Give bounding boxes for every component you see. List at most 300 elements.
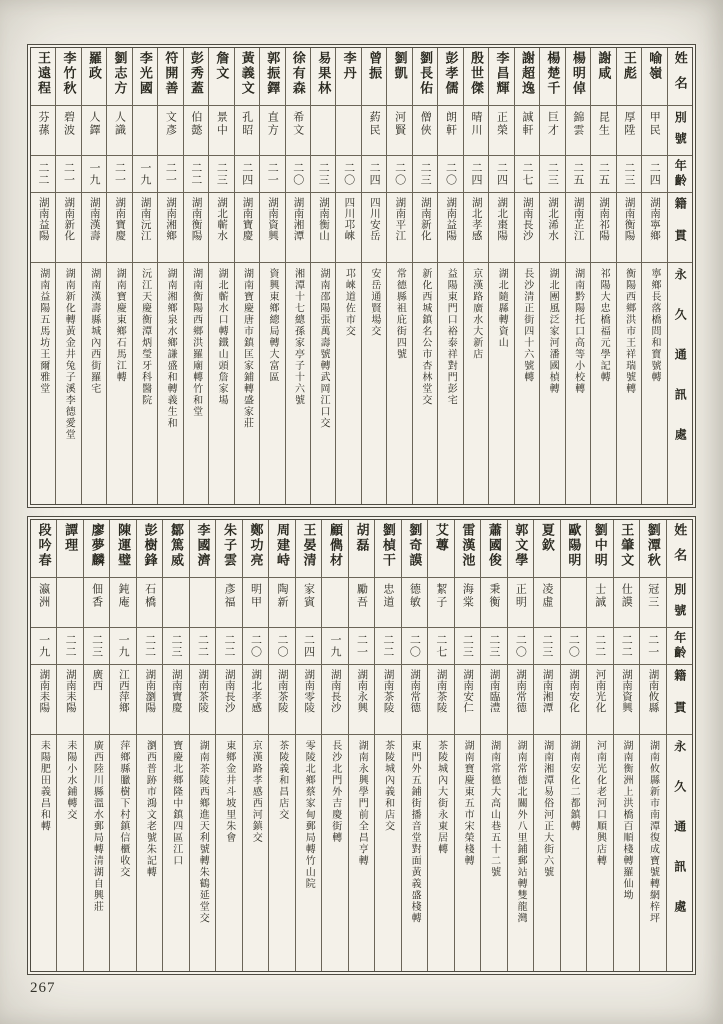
entry-age: 二三 bbox=[317, 162, 330, 186]
entry-name: 廖夢麟 bbox=[89, 523, 105, 568]
header-alias-label: 別號 bbox=[673, 111, 688, 153]
register-table-grid bbox=[30, 519, 693, 972]
entry-address: 新化西城鎮名公市杏林堂交 bbox=[419, 268, 431, 406]
entry-address: 茶陵城內大街永東居轉 bbox=[435, 740, 447, 855]
entry-origin: 湖北浠水 bbox=[547, 197, 559, 241]
entry-column bbox=[515, 48, 540, 504]
entry-origin: 湖南衡山 bbox=[317, 197, 329, 241]
entry-age: 二一 bbox=[113, 162, 126, 186]
entry-column bbox=[508, 520, 534, 971]
entry-alias: 昆生 bbox=[597, 111, 610, 137]
entry-column bbox=[540, 48, 565, 504]
entry-column bbox=[269, 520, 295, 971]
entry-age: 二二 bbox=[64, 634, 77, 658]
entry-address: 湖南湘潭易俗河正大街六號 bbox=[541, 740, 553, 878]
entry-alias: 陶新 bbox=[275, 583, 288, 609]
entry-origin: 四川安岳 bbox=[368, 197, 380, 241]
entry-address: 湖南常德大高山巷五十二號 bbox=[488, 740, 500, 878]
entry-origin: 湖南臨澧 bbox=[488, 669, 500, 713]
entry-address: 京漢路廣水大新店 bbox=[470, 268, 482, 360]
entry-name: 劉長佑 bbox=[418, 51, 434, 96]
entry-age: 一九 bbox=[87, 162, 100, 186]
entry-name: 郭文學 bbox=[513, 523, 529, 568]
entry-origin: 湖南益陽 bbox=[445, 197, 457, 241]
header-age-label: 年齡 bbox=[673, 159, 688, 189]
entry-address: 祁陽大忠橋福元學記轉 bbox=[598, 268, 610, 383]
entry-name: 羅政 bbox=[86, 51, 102, 81]
entry-age: 二四 bbox=[470, 162, 483, 186]
entry-age: 二二 bbox=[620, 634, 633, 658]
entry-name: 符開善 bbox=[163, 51, 179, 96]
entry-name: 劉奇謨 bbox=[407, 523, 423, 568]
entry-name: 彭孝儒 bbox=[443, 51, 459, 96]
entry-age: 二一 bbox=[266, 162, 279, 186]
entry-age: 二二 bbox=[143, 634, 156, 658]
entry-alias: 厚陞 bbox=[622, 111, 635, 137]
entry-address: 邛崍道佐市交 bbox=[343, 268, 355, 337]
entry-alias: 朗軒 bbox=[444, 111, 457, 137]
entry-address: 衡陽西鄉洪市王祥瑞號轉 bbox=[623, 268, 635, 395]
entry-column bbox=[163, 520, 189, 971]
entry-name: 易果林 bbox=[316, 51, 332, 96]
entry-column bbox=[438, 48, 463, 504]
entry-name: 歐陽明 bbox=[566, 523, 582, 568]
entry-origin: 湖北孝感 bbox=[470, 197, 482, 241]
entry-age: 二〇 bbox=[291, 162, 304, 186]
entry-origin: 湖南寶慶 bbox=[170, 669, 182, 713]
entry-name: 蕭國俊 bbox=[486, 523, 502, 568]
entry-origin: 湖南湘潭 bbox=[541, 669, 553, 713]
entry-column bbox=[481, 520, 507, 971]
entry-alias: 冠三 bbox=[646, 583, 659, 609]
entry-name: 喻嶺 bbox=[647, 51, 663, 81]
entry-name: 劉楨干 bbox=[380, 523, 396, 568]
entry-address: 廣西陸川縣溫水郵局轉清湖自興莊 bbox=[91, 740, 103, 913]
entry-alias: 瀛洲 bbox=[37, 583, 50, 609]
entry-name: 劉志方 bbox=[112, 51, 128, 96]
entry-address: 京漢路孝感西河鎮交 bbox=[250, 740, 262, 844]
register-table-bottom bbox=[27, 516, 696, 975]
entry-name: 李丹 bbox=[341, 51, 357, 81]
entry-age: 二三 bbox=[540, 634, 553, 658]
entry-address: 寶慶北鄉隆中鎮四區江口 bbox=[170, 740, 182, 867]
entry-age: 二二 bbox=[223, 634, 236, 658]
entry-address: 湖南茶陵西鄉進天利號轉朱鶴延堂交 bbox=[197, 740, 209, 924]
entry-column bbox=[375, 520, 401, 971]
entry-origin: 湖南長沙 bbox=[521, 197, 533, 241]
header-alias-label: 別號 bbox=[672, 583, 687, 625]
entry-address: 瀏西普跡市鴻文老號朱記轉 bbox=[144, 740, 156, 878]
entry-address: 湖南湘鄉泉水鄉謙盛和轉義生和 bbox=[165, 268, 177, 429]
entry-name: 謝咸 bbox=[596, 51, 612, 81]
entry-origin: 湖南新化 bbox=[63, 197, 75, 241]
entry-address: 益陽東門口裕泰祥對門彭宅 bbox=[445, 268, 457, 406]
entry-address: 東鄉金井斗坡里朱會 bbox=[223, 740, 235, 844]
entry-address: 耒陽肥田義昌和轉 bbox=[38, 740, 50, 832]
entry-age: 二〇 bbox=[393, 162, 406, 186]
entry-column bbox=[640, 520, 666, 971]
entry-name: 曾振 bbox=[367, 51, 383, 81]
entry-column bbox=[235, 48, 260, 504]
entry-name: 王肇文 bbox=[619, 523, 635, 568]
entry-name: 陳運璧 bbox=[116, 523, 132, 568]
entry-name: 李光國 bbox=[137, 51, 153, 96]
entry-alias: 孔昭 bbox=[240, 111, 253, 137]
entry-alias: 河賢 bbox=[393, 111, 406, 137]
header-address-label: 永久通訊處 bbox=[673, 268, 688, 468]
entry-address: 安岳通賢場交 bbox=[368, 268, 380, 337]
entry-name: 黃義文 bbox=[239, 51, 255, 96]
entry-age: 二三 bbox=[170, 634, 183, 658]
entry-address: 湖南寶慶東鄉石馬江轉 bbox=[114, 268, 126, 383]
entry-name: 周建峙 bbox=[274, 523, 290, 568]
entry-origin: 湖南零陵 bbox=[303, 669, 315, 713]
entry-column bbox=[587, 520, 613, 971]
entry-address: 湖南攸縣新市南潭復成寶號轉網梓坪 bbox=[647, 740, 659, 924]
entry-age: 二〇 bbox=[342, 162, 355, 186]
entry-column bbox=[110, 520, 136, 971]
entry-origin: 湖南永興 bbox=[356, 669, 368, 713]
entry-origin: 湖南常德 bbox=[409, 669, 421, 713]
entry-origin: 湖南益陽 bbox=[37, 197, 49, 241]
entry-column bbox=[158, 48, 183, 504]
entry-origin: 江西萍鄉 bbox=[117, 669, 129, 713]
entry-alias: 甲民 bbox=[648, 111, 661, 137]
entry-age: 二一 bbox=[646, 634, 659, 658]
entry-address: 湖南寶慶東五市宋榮棧轉 bbox=[462, 740, 474, 867]
entry-name: 王遠程 bbox=[36, 51, 52, 96]
header-column bbox=[667, 520, 692, 971]
entry-age: 一九 bbox=[138, 162, 151, 186]
entry-age: 二三 bbox=[461, 634, 474, 658]
entry-address: 湖南衡洲上洪橋百順棧轉羅仙坳 bbox=[621, 740, 633, 901]
entry-name: 楊楚千 bbox=[545, 51, 561, 96]
entry-address: 茶陵義和昌店交 bbox=[276, 740, 288, 821]
header-name-label: 姓名 bbox=[672, 51, 688, 101]
entry-age: 二一 bbox=[355, 634, 368, 658]
entry-alias: 士誠 bbox=[593, 583, 606, 609]
entry-origin: 湖北蘄水 bbox=[216, 197, 228, 241]
entry-alias: 凌虛 bbox=[540, 583, 553, 609]
entry-column bbox=[455, 520, 481, 971]
entry-address: 湖北團風泛家河潘國楨轉 bbox=[547, 268, 559, 395]
entry-address: 湖南漢壽縣城內西街羅宅 bbox=[88, 268, 100, 395]
register-table-grid bbox=[30, 47, 693, 505]
entry-name: 艾蓴 bbox=[433, 523, 449, 553]
entry-alias: 佃香 bbox=[90, 583, 103, 609]
entry-name: 李國濟 bbox=[195, 523, 211, 568]
entry-origin: 湖南茶陵 bbox=[435, 669, 447, 713]
entry-age: 二〇 bbox=[249, 634, 262, 658]
entry-age: 二四 bbox=[302, 634, 315, 658]
entry-address: 沅江天慶衡潭炳瑩牙科醫院 bbox=[139, 268, 151, 406]
entry-column bbox=[642, 48, 667, 504]
entry-origin: 湖南芷江 bbox=[572, 197, 584, 241]
entry-age: 二四 bbox=[368, 162, 381, 186]
entry-origin: 湖南衡陽 bbox=[623, 197, 635, 241]
header-address-label: 永久通訊處 bbox=[672, 740, 687, 940]
entry-alias: 忠道 bbox=[381, 583, 394, 609]
entry-column bbox=[387, 48, 412, 504]
entry-column bbox=[216, 520, 242, 971]
page-number: 267 bbox=[30, 980, 56, 996]
entry-name: 劉凱 bbox=[392, 51, 408, 81]
entry-alias: 僧俠 bbox=[419, 111, 432, 137]
entry-origin: 湖南常德 bbox=[515, 669, 527, 713]
entry-origin: 湖南資興 bbox=[621, 669, 633, 713]
entry-column bbox=[464, 48, 489, 504]
entry-alias: 海棠 bbox=[461, 583, 474, 609]
entry-alias: 明甲 bbox=[249, 583, 262, 609]
entry-origin: 四川邛崍 bbox=[343, 197, 355, 241]
entry-address: 萍鄉縣臘樹下村鎮信櫃收交 bbox=[117, 740, 129, 878]
entry-alias: 芬蓀 bbox=[37, 111, 50, 137]
entry-origin: 湖南安仁 bbox=[462, 669, 474, 713]
entry-origin: 河南光化 bbox=[594, 669, 606, 713]
entry-age: 二一 bbox=[62, 162, 75, 186]
entry-age: 二四 bbox=[648, 162, 661, 186]
entry-alias: 德敏 bbox=[408, 583, 421, 609]
entry-name: 段吟春 bbox=[36, 523, 52, 568]
entry-alias: 正明 bbox=[514, 583, 527, 609]
entry-column bbox=[260, 48, 285, 504]
entry-alias: 人識 bbox=[113, 111, 126, 137]
entry-alias: 正榮 bbox=[495, 111, 508, 137]
entry-alias: 人鐸 bbox=[87, 111, 100, 137]
entry-column bbox=[311, 48, 336, 504]
entry-name: 彭樹鋒 bbox=[142, 523, 158, 568]
entry-name: 殷世傑 bbox=[469, 51, 485, 96]
entry-column bbox=[82, 48, 107, 504]
entry-address: 湖南益陽五馬坊王爾雅堂 bbox=[37, 268, 49, 395]
entry-age: 二〇 bbox=[514, 634, 527, 658]
header-name-label: 姓名 bbox=[672, 523, 688, 573]
entry-column bbox=[413, 48, 438, 504]
entry-age: 二三 bbox=[622, 162, 635, 186]
entry-address: 湖南新化轉黃金井兔子溪李德愛堂 bbox=[63, 268, 75, 441]
entry-column bbox=[322, 520, 348, 971]
entry-column bbox=[107, 48, 132, 504]
entry-address: 湖南寶慶唐市鎮匡家鋪轉盛家莊 bbox=[241, 268, 253, 429]
entry-age: 二三 bbox=[487, 634, 500, 658]
entry-age: 二三 bbox=[215, 162, 228, 186]
entry-origin: 湖南衡陽 bbox=[190, 197, 202, 241]
entry-alias: 巨才 bbox=[546, 111, 559, 137]
entry-name: 謝超逸 bbox=[519, 51, 535, 96]
entry-address: 湖南邵陽張萬壽號轉武岡江口交 bbox=[317, 268, 329, 429]
entry-column bbox=[243, 520, 269, 971]
entry-column bbox=[349, 520, 375, 971]
entry-origin: 湖南長沙 bbox=[329, 669, 341, 713]
header-age-label: 年齡 bbox=[672, 631, 687, 661]
entry-alias: 晴川 bbox=[470, 111, 483, 137]
entry-alias: 石橋 bbox=[143, 583, 156, 609]
entry-column bbox=[296, 520, 322, 971]
entry-age: 二三 bbox=[546, 162, 559, 186]
entry-column bbox=[209, 48, 234, 504]
entry-address: 寧鄉長落橋問和寶號轉 bbox=[649, 268, 661, 383]
entry-alias: 文彥 bbox=[164, 111, 177, 137]
entry-alias: 秉衡 bbox=[487, 583, 500, 609]
entry-alias: 彥福 bbox=[223, 583, 236, 609]
entry-age: 二〇 bbox=[408, 634, 421, 658]
entry-origin: 湖南瀏陽 bbox=[144, 669, 156, 713]
entry-age: 二四 bbox=[240, 162, 253, 186]
header-origin-label: 籍貫 bbox=[672, 669, 687, 733]
entry-origin: 湖南茶陵 bbox=[197, 669, 209, 713]
entry-name: 胡磊 bbox=[354, 523, 370, 553]
entry-address: 茶陵城內義和店交 bbox=[382, 740, 394, 832]
entry-origin: 湖南湘潭 bbox=[292, 197, 304, 241]
entry-column bbox=[402, 520, 428, 971]
entry-address: 湖南常德北關外八里鋪郵站轉雙龍灣 bbox=[515, 740, 527, 924]
entry-age: 二二 bbox=[381, 634, 394, 658]
entry-address: 長沙清正街四十六號轉 bbox=[521, 268, 533, 383]
entry-age: 二二 bbox=[37, 162, 50, 186]
entry-alias: 直方 bbox=[266, 111, 279, 137]
entry-alias: 錦雲 bbox=[571, 111, 584, 137]
entry-name: 王晏清 bbox=[301, 523, 317, 568]
entry-address: 湖北隨縣轉資山 bbox=[496, 268, 508, 349]
entry-column bbox=[591, 48, 616, 504]
entry-name: 譚理 bbox=[63, 523, 79, 553]
entry-address: 長沙北門外吉慶街轉 bbox=[329, 740, 341, 844]
entry-origin: 湖南安化 bbox=[568, 669, 580, 713]
entry-alias: 希文 bbox=[291, 111, 304, 137]
entry-column bbox=[137, 520, 163, 971]
entry-age: 二一 bbox=[164, 162, 177, 186]
entry-name: 劉潭秋 bbox=[645, 523, 661, 568]
entry-age: 一九 bbox=[328, 634, 341, 658]
entry-address: 耒陽小水鋪轉交 bbox=[64, 740, 76, 821]
entry-alias: 家賓 bbox=[302, 583, 315, 609]
entry-alias: 鈍庵 bbox=[117, 583, 130, 609]
header-column bbox=[668, 48, 692, 504]
entry-origin: 廣西 bbox=[91, 669, 103, 691]
entry-origin: 湖南長沙 bbox=[223, 669, 235, 713]
entry-alias: 誠軒 bbox=[520, 111, 533, 137]
entry-age: 一九 bbox=[37, 634, 50, 658]
entry-name: 徐有森 bbox=[290, 51, 306, 96]
entry-alias: 碧波 bbox=[62, 111, 75, 137]
entry-address: 常德縣祖庇街四號 bbox=[394, 268, 406, 360]
entry-age: 二五 bbox=[597, 162, 610, 186]
entry-column bbox=[428, 520, 454, 971]
entry-alias: 仕謨 bbox=[620, 583, 633, 609]
entry-column bbox=[286, 48, 311, 504]
entry-address: 東門外五鋪街播音堂對面黃義盛棧轉 bbox=[409, 740, 421, 924]
entry-column bbox=[362, 48, 387, 504]
entry-age: 二四 bbox=[495, 162, 508, 186]
entry-name: 彭秀蓋 bbox=[188, 51, 204, 96]
entry-name: 朱子雲 bbox=[222, 523, 238, 568]
entry-origin: 湖南平江 bbox=[394, 197, 406, 241]
entry-age: 二二 bbox=[189, 162, 202, 186]
entry-alias: 景中 bbox=[215, 111, 228, 137]
entry-column bbox=[489, 48, 514, 504]
header-origin-label: 籍貫 bbox=[673, 197, 688, 261]
entry-name: 楊明倬 bbox=[570, 51, 586, 96]
entry-name: 王彪 bbox=[621, 51, 637, 81]
entry-age: 二〇 bbox=[444, 162, 457, 186]
entry-origin: 湖南新化 bbox=[419, 197, 431, 241]
entry-name: 劉中明 bbox=[592, 523, 608, 568]
entry-origin: 湖南湘鄉 bbox=[165, 197, 177, 241]
entry-column bbox=[566, 48, 591, 504]
entry-name: 鄒篤威 bbox=[169, 523, 185, 568]
entry-origin: 湖南漢壽 bbox=[88, 197, 100, 241]
entry-column bbox=[534, 520, 560, 971]
entry-age: 二二 bbox=[593, 634, 606, 658]
entry-origin: 湖南寧鄉 bbox=[649, 197, 661, 241]
entry-name: 夏欽 bbox=[539, 523, 555, 553]
entry-origin: 湖南耒陽 bbox=[38, 669, 50, 713]
entry-age: 二〇 bbox=[567, 634, 580, 658]
entry-origin: 湖北孝感 bbox=[250, 669, 262, 713]
entry-age: 二〇 bbox=[275, 634, 288, 658]
entry-column bbox=[84, 520, 110, 971]
entry-origin: 湖南資興 bbox=[267, 197, 279, 241]
entry-column bbox=[614, 520, 640, 971]
entry-address: 資興東鄉總局轉大富區 bbox=[267, 268, 279, 383]
entry-column bbox=[617, 48, 642, 504]
entry-address: 湖南衡陽西鄉洪羅廟轉竹和堂 bbox=[190, 268, 202, 418]
entry-origin: 湖北棗陽 bbox=[496, 197, 508, 241]
entry-origin: 湖南攸縣 bbox=[647, 669, 659, 713]
entry-alias: 勵吾 bbox=[355, 583, 368, 609]
entry-name: 李竹秋 bbox=[61, 51, 77, 96]
entry-origin: 湖南耒陽 bbox=[64, 669, 76, 713]
entry-column bbox=[56, 48, 81, 504]
entry-origin: 湖南沅江 bbox=[139, 197, 151, 241]
entry-name: 詹文 bbox=[214, 51, 230, 81]
entry-column bbox=[561, 520, 587, 971]
entry-origin: 湖南寶慶 bbox=[241, 197, 253, 241]
entry-alias: 伯懿 bbox=[189, 111, 202, 137]
entry-age: 二七 bbox=[434, 634, 447, 658]
entry-origin: 湖南茶陵 bbox=[382, 669, 394, 713]
entry-name: 顧儁材 bbox=[327, 523, 343, 568]
entry-column bbox=[31, 48, 56, 504]
entry-origin: 湖南茶陵 bbox=[276, 669, 288, 713]
entry-age: 二三 bbox=[90, 634, 103, 658]
entry-address: 湖南永興學門前全昌亨轉 bbox=[356, 740, 368, 867]
entry-age: 二七 bbox=[520, 162, 533, 186]
entry-name: 鄭功亮 bbox=[248, 523, 264, 568]
register-table-top bbox=[27, 44, 696, 508]
entry-column bbox=[190, 520, 216, 971]
entry-column bbox=[57, 520, 83, 971]
entry-age: 二五 bbox=[571, 162, 584, 186]
entry-origin: 湖南祁陽 bbox=[598, 197, 610, 241]
entry-column bbox=[184, 48, 209, 504]
entry-origin: 湖南寶慶 bbox=[114, 197, 126, 241]
entry-address: 河南光化老河口順興店轉 bbox=[594, 740, 606, 867]
entry-address: 湖南安化二都鎮轉 bbox=[568, 740, 580, 832]
entry-alias: 絜子 bbox=[434, 583, 447, 609]
entry-age: 二三 bbox=[419, 162, 432, 186]
entry-address: 零陵北鄉蔡家甸郵局轉竹山院 bbox=[303, 740, 315, 890]
entry-column bbox=[31, 520, 57, 971]
entry-address: 湖北蘄水口轉鐵山頭詹家場 bbox=[216, 268, 228, 406]
entry-name: 李昌輝 bbox=[494, 51, 510, 96]
entry-alias: 葯民 bbox=[368, 111, 381, 137]
entry-column bbox=[336, 48, 361, 504]
entry-column bbox=[133, 48, 158, 504]
entry-address: 湖南黔陽托口高等小校轉 bbox=[572, 268, 584, 395]
entry-name: 郭振鐸 bbox=[265, 51, 281, 96]
entry-age: 一九 bbox=[117, 634, 130, 658]
